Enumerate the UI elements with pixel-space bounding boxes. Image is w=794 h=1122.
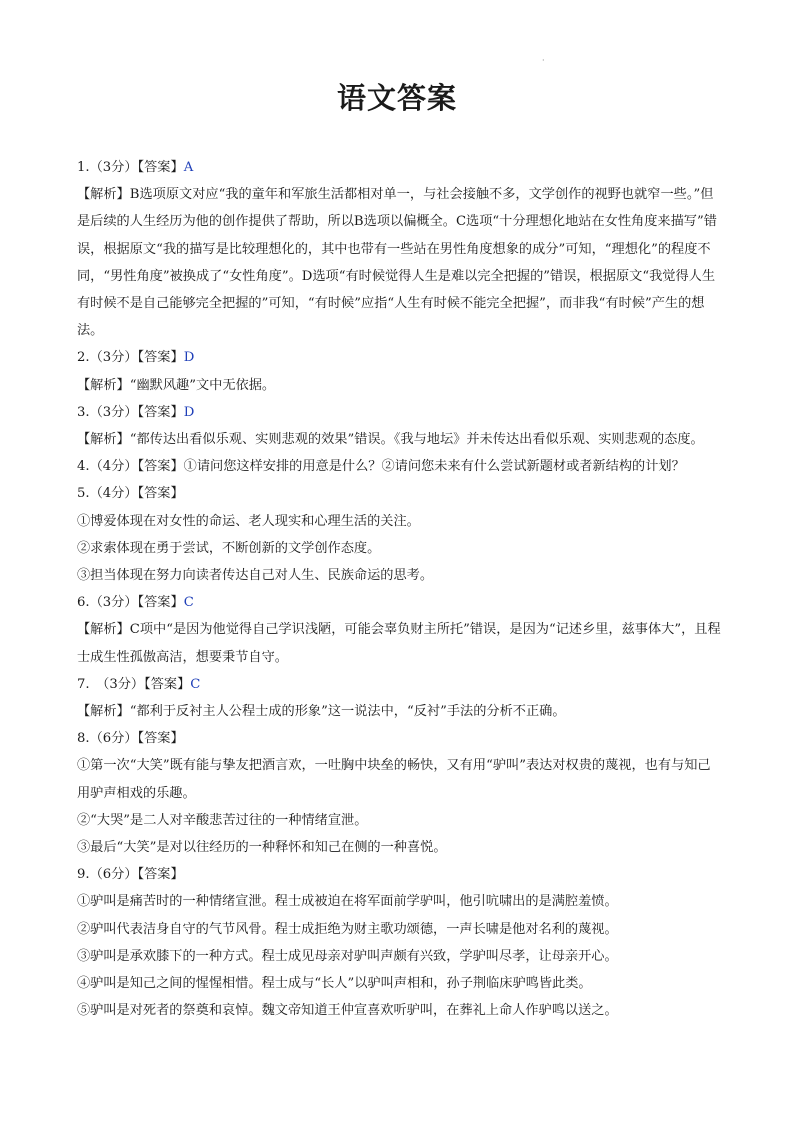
- q1-analysis: 【解析】B选项原文对应“我的童年和军旅生活都相对单一，与社会接触不多，文学创作的视野也就窄一些。”但是后续的人生经历为他的创作提供了帮助，所以B选项以偏概全。C选项“十分理想化地站在女性角度来描写”错误，根据原文“我的描写是比较理想化的，其中也带有一些站在男性角度想象的成分”可知，“理想化”的程度不同，“男性角度”被换成了“女性角度”。D选项“有时候觉得人生是难以完全把握的”错误，根据原文“我觉得人生有时候不是自己能够完全把握的”可知，“有时候”应指“人生有时候不能完全把握”，而非我“有时候”产生的想法。: [77, 187, 717, 339]
- q9-point: ⑤驴叫是对死者的祭奠和哀悼。魏文帝知道王仲宣喜欢听驴叫，在葬礼上命人作驴鸣以送之。: [77, 1003, 618, 1019]
- q8-head: 8.（6分）【答案】: [77, 731, 184, 747]
- q2-label: 2.（3分）【答案】: [77, 350, 184, 366]
- q7-head: [77, 671, 721, 698]
- q5-head: 5.（4分）【答案】: [77, 486, 184, 502]
- answer-content: [77, 154, 721, 1025]
- q9-point: ②驴叫代表洁身自守的气节风骨。程士成拒绝为财主歌功颂德，一声长啸是他对名利的蔑视。: [77, 921, 618, 937]
- q7-label: 7. （3分）【答案】: [77, 676, 191, 692]
- q2-answer: D: [183, 350, 195, 366]
- q8-point: ③最后“大笑”是对以往经历的一种释怀和知己在侧的一种喜悦。: [77, 840, 447, 856]
- q2-analysis: 【解析】“幽默风趣”文中无依据。: [77, 377, 276, 393]
- q7-answer: C: [190, 676, 201, 692]
- q9-point: ④驴叫是知己之间的惺惺相惜。程士成与“长人”以驴叫声相和，孙子荆临床驴鸣皆此类。: [77, 976, 592, 992]
- q3-label: 3.（3分）【答案】: [77, 404, 184, 420]
- q7-analysis: 【解析】“都利于反衬主人公程士成的形象”这一说法中，“反衬”手法的分析不正确。: [77, 704, 566, 720]
- header-mark: ·: [542, 56, 545, 65]
- q1-label: 1.（3分）【答案】: [77, 160, 184, 175]
- q6-head: [77, 589, 721, 616]
- q3-head: [77, 399, 721, 426]
- page-title: 语文答案: [336, 81, 457, 115]
- q2-head: [77, 344, 721, 371]
- q1-head: [77, 154, 721, 181]
- q9-point: ③驴叫是承欢膝下的一种方式。程士成见母亲对驴叫声颇有兴致，学驴叫尽孝，让母亲开心。: [77, 948, 618, 964]
- q9-head: 9.（6分）【答案】: [77, 867, 184, 883]
- q9-point: ①驴叫是痛苦时的一种情绪宣泄。程士成被迫在将军面前学驴叫，他引吭啸出的是满腔羞愤。: [77, 894, 618, 910]
- q8-point: ②“大哭”是二人对辛酸悲苦过往的一种情绪宣泄。: [77, 812, 368, 828]
- q6-analysis: 【解析】C项中“是因为他觉得自己学识浅陋，可能会辜负财主所托”错误，是因为“记述乡里，兹事体大”，且程士成生性孤傲高洁，想要秉节自守。: [77, 622, 721, 665]
- q3-answer: D: [183, 404, 195, 420]
- q5-point: ②求索体现在勇于尝试，不断创新的文学创作态度。: [77, 540, 381, 556]
- q6-label: 6.（3分）【答案】: [77, 595, 184, 611]
- q5-point: ③担当体现在努力向读者传达自己对人生、民族命运的思考。: [77, 568, 434, 584]
- q6-answer: C: [183, 595, 194, 611]
- q4-line: 4.（4分）【答案】①请问您这样安排的用意是什么？②请问您未来有什么尝试新题材或者新结构的计划？: [77, 459, 685, 475]
- q5-point: ①博爱体现在对女性的命运、老人现实和心理生活的关注。: [77, 513, 420, 529]
- q1-answer: A: [183, 160, 194, 175]
- q3-analysis: 【解析】“都传达出看似乐观、实则悲观的效果”错误。《我与地坛》并未传达出看似乐观、实则悲观的态度。: [77, 432, 704, 448]
- q8-point: ①第一次“大笑”既有能与挚友把酒言欢，一吐胸中块垒的畅快，又有用“驴叫”表达对权贵的蔑视，也有与知己用驴声相戏的乐趣。: [77, 758, 711, 801]
